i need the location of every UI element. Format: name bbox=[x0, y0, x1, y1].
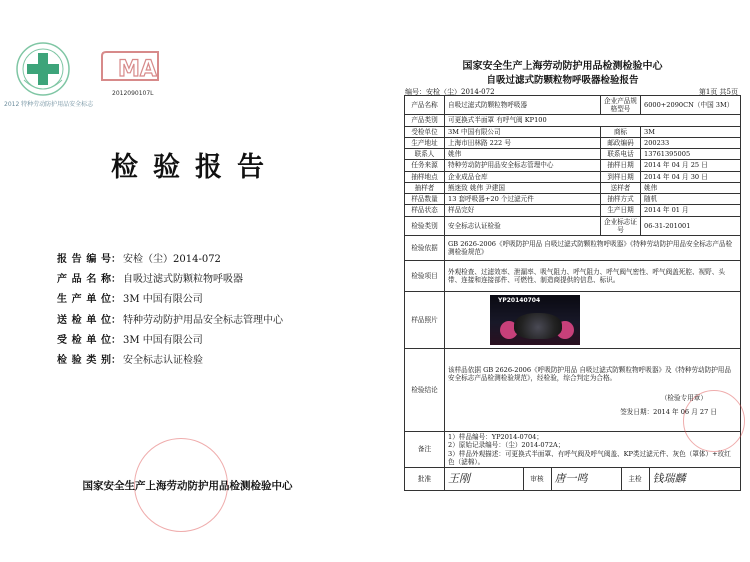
certification-logo-caption: 2012 特种劳动防护用品安全标志 bbox=[4, 101, 94, 108]
cell-label: 送样者 bbox=[601, 182, 641, 193]
field-label: 生产单位 bbox=[57, 294, 111, 305]
cell-label: 生产地址 bbox=[405, 137, 445, 148]
product-name-row: 产品名称： 自吸过滤式防颗粒物呼吸器 bbox=[57, 270, 243, 285]
submitter-value: 特种劳动防护用品安全标志管理中心 bbox=[123, 315, 283, 326]
lab-name-header: 国家安全生产上海劳动防护用品检测检验中心 bbox=[462, 61, 663, 72]
cell-value: 安全标志认证检验 bbox=[445, 216, 601, 235]
cell-label: 企业标志证号 bbox=[601, 216, 641, 235]
cell-label: 联系电话 bbox=[601, 149, 641, 160]
cell-label: 检验依据 bbox=[405, 236, 445, 261]
inspection-seal-note: （检验专用章） bbox=[660, 394, 707, 403]
note-line: 1）样品编号：YP2014-0704； bbox=[448, 433, 543, 442]
cell-label: 批准 bbox=[405, 467, 445, 490]
field-label: 受检单位 bbox=[57, 335, 111, 346]
cell-value: 上海市田林路 222 号 bbox=[445, 137, 601, 148]
cell-label: 样品数量 bbox=[405, 194, 445, 205]
table-row bbox=[405, 216, 741, 235]
cell-label: 受检单位 bbox=[405, 126, 445, 137]
report-detail-page bbox=[375, 0, 750, 562]
report-title: 检验报告 bbox=[111, 152, 279, 183]
sample-photo bbox=[490, 295, 580, 345]
cell-label: 邮政编码 bbox=[601, 137, 641, 148]
note-line: 2）原始记录编号：（尘）2014-072A； bbox=[448, 441, 565, 450]
cell-value: 2014 年 04 月 25 日 bbox=[641, 160, 741, 171]
table-row bbox=[405, 261, 741, 292]
table-row bbox=[405, 194, 741, 205]
sample-photo-cell bbox=[445, 292, 741, 349]
cma-logo bbox=[98, 50, 162, 86]
cell-label: 备注 bbox=[405, 432, 445, 468]
signature-cell bbox=[445, 467, 741, 490]
reviewer-signature: 唐一鸣 bbox=[551, 468, 621, 490]
table-row bbox=[405, 126, 741, 137]
inspected-unit-value: 3M 中国有限公司 bbox=[123, 335, 203, 346]
conclusion-text: 该样品依据 GB 2626-2006《呼吸防护用品 自吸过滤式防颗粒物呼吸器》及《特种劳动防护用品安全标志产品检测检验规范》，经检验，综合判定为合格。 bbox=[448, 365, 731, 382]
cell-label: 联系人 bbox=[405, 149, 445, 160]
cell-label: 检验类别 bbox=[405, 216, 445, 235]
tester-signature: 钱瑞麟 bbox=[652, 472, 686, 486]
table-row bbox=[405, 137, 741, 148]
cell-value: 3M bbox=[641, 126, 741, 137]
cell-value: 企业成品仓库 bbox=[445, 171, 601, 182]
cell-value: 随机 bbox=[641, 194, 741, 205]
page-number: 第1页 共5页 bbox=[698, 88, 738, 96]
product-name-value: 自吸过滤式防颗粒物呼吸器 bbox=[123, 274, 243, 285]
cell-value: 熊迷致 姚伟 尹建国 bbox=[445, 182, 601, 193]
report-number: 编号：安检（尘）2014-072 bbox=[405, 88, 495, 96]
cell-label: 检验项目 bbox=[405, 261, 445, 292]
cell-label: 任务来源 bbox=[405, 160, 445, 171]
table-row bbox=[405, 115, 741, 126]
cell-value: 2014 年 01 月 bbox=[641, 205, 741, 216]
cell-value: 姚伟 bbox=[445, 149, 601, 160]
cell-value: 3M 中国有限公司 bbox=[445, 126, 601, 137]
table-row bbox=[405, 236, 741, 261]
cell-label: 抽样方式 bbox=[601, 194, 641, 205]
table-row bbox=[405, 160, 741, 171]
submitter-row: 送检单位： 特种劳动防护用品安全标志管理中心 bbox=[57, 311, 283, 326]
table-row bbox=[405, 182, 741, 193]
cell-value: GB 2626-2006《呼吸防护用品 自吸过滤式防颗粒物呼吸器》《特种劳动防护用品安全标志产品检测检验规范》 bbox=[445, 236, 741, 261]
cell-value: 特种劳动防护用品安全标志管理中心 bbox=[445, 160, 601, 171]
table-row bbox=[405, 292, 741, 349]
red-seal-stamp bbox=[683, 390, 745, 452]
signature-row bbox=[405, 467, 741, 490]
cell-label: 到样日期 bbox=[601, 171, 641, 182]
cell-value: 6000+2090CN（中国 3M） bbox=[641, 96, 741, 115]
cell-label: 抽样日期 bbox=[601, 160, 641, 171]
cell-label: 样品照片 bbox=[405, 292, 445, 349]
field-label: 报告编号 bbox=[57, 254, 111, 265]
cell-value: 外观检查、过滤效率、泄漏率、吸气阻力、呼气阻力、呼气阀气密性、呼气阀盖死腔、视野、头带、连接和连接部件、可燃性、制造商提供的信息、标识。 bbox=[445, 261, 741, 292]
cell-label: 产品类别 bbox=[405, 115, 445, 126]
inspected-unit-row: 受检单位： 3M 中国有限公司 bbox=[57, 331, 203, 346]
cell-value: 13 套呼吸器+20 个过滤元件 bbox=[445, 194, 601, 205]
cell-label: 生产日期 bbox=[601, 205, 641, 216]
photo-caption: YP20140704 bbox=[498, 297, 541, 305]
inspection-type-row: 检验类别： 安全标志认证检验 bbox=[57, 351, 203, 366]
manufacturer-value: 3M 中国有限公司 bbox=[123, 294, 203, 305]
report-number-value: 安检（尘）2014-072 bbox=[123, 254, 221, 265]
cell-value: 姚伟 bbox=[641, 182, 741, 193]
field-label: 产品名称 bbox=[57, 274, 111, 285]
field-label: 检验类别 bbox=[57, 355, 111, 366]
cell-value: 2014 年 04 月 30 日 bbox=[641, 171, 741, 182]
cell-label: 商标 bbox=[601, 126, 641, 137]
cell-value: 13761395005 bbox=[641, 149, 741, 160]
cell-label: 产品名称 bbox=[405, 96, 445, 115]
cell-value: 06-31-201001 bbox=[641, 216, 741, 235]
table-row bbox=[405, 205, 741, 216]
issuer-name: 国家安全生产上海劳动防护用品检测检验中心 bbox=[82, 480, 293, 492]
field-label: 送检单位 bbox=[57, 315, 111, 326]
cell-label: 抽样地点 bbox=[405, 171, 445, 182]
respirator-mask-image bbox=[514, 313, 562, 339]
cma-logo-text: MA bbox=[118, 57, 157, 82]
safety-certification-logo bbox=[10, 40, 76, 98]
report-subtitle: 自吸过滤式防颗粒物呼吸器检验报告 bbox=[486, 75, 639, 86]
table-row bbox=[405, 171, 741, 182]
issue-date: 签发日期：2014 年 06 月 27 日 bbox=[620, 408, 717, 417]
inspection-type-value: 安全标志认证检验 bbox=[123, 355, 203, 366]
cell-label: 抽样者 bbox=[405, 182, 445, 193]
cell-value: 200233 bbox=[641, 137, 741, 148]
cell-value: 可更换式半面罩 有呼气阀 KP100 bbox=[445, 115, 741, 126]
cell-value: 自吸过滤式防颗粒物呼吸器 bbox=[445, 96, 601, 115]
table-row bbox=[405, 96, 741, 115]
cell-label: 主检 bbox=[621, 468, 649, 490]
cell-label: 企业产品规格型号 bbox=[601, 96, 641, 115]
cell-label: 审核 bbox=[523, 468, 551, 490]
manufacturer-row: 生产单位： 3M 中国有限公司 bbox=[57, 290, 203, 305]
cell-label: 样品状态 bbox=[405, 205, 445, 216]
signature-subtable bbox=[445, 468, 740, 490]
report-number-row: 报告编号： 安检（尘）2014-072 bbox=[57, 250, 221, 265]
table-row bbox=[405, 149, 741, 160]
cma-number: 2012090107L bbox=[112, 90, 154, 97]
note-line: 3）样品外观描述：可更换式半面罩、有呼气阀及呼气阀盖、KP类过滤元件、灰色（罩体）+玫红色（滤棉）。 bbox=[448, 449, 731, 466]
approver-signature: 王刚 bbox=[445, 468, 523, 490]
cell-value: 样品完好 bbox=[445, 205, 601, 216]
cell-label: 检验结论 bbox=[405, 349, 445, 432]
